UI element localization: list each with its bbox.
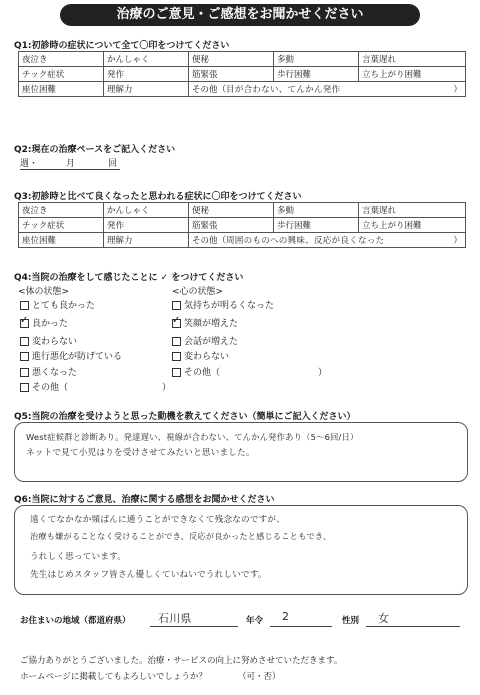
q1-cell[interactable]: 理解力	[104, 82, 189, 97]
q4-body-item[interactable]: ✓良かった	[20, 316, 68, 329]
q4-body-item[interactable]: とても良かった	[20, 298, 95, 311]
checkbox-icon	[20, 368, 29, 377]
q2-week: 週・	[20, 159, 39, 169]
q3-cell[interactable]: 発作	[104, 218, 189, 233]
q4-mind-item[interactable]: ✓笑顔が増えた	[172, 316, 238, 329]
q3-cell[interactable]: 筋緊張	[189, 218, 274, 233]
q6-answer-line: 遠くてなかなか頻ぱんに通うことができなくて残念なのですが、	[30, 515, 286, 525]
q1-cell[interactable]: 便秘	[189, 52, 274, 67]
sex-label: 性別	[342, 616, 360, 626]
q3-cell[interactable]: 歩行困難	[274, 218, 359, 233]
age-value: 2	[282, 610, 290, 623]
sex-value: 女	[378, 612, 390, 625]
q4-body-item[interactable]: 進行悪化が防げている	[20, 349, 122, 362]
q5-answer-line: West症候群と診断あり。発達遅い、視線が合わない、てんかん発作あり（5〜6回/日）	[26, 432, 359, 442]
q1-other-label: その他（	[192, 85, 227, 95]
q4-heading: Q4:当院の治療をして感じたことに ✓ をつけてください	[14, 273, 244, 283]
q1-cell[interactable]: チック症状	[19, 67, 104, 82]
q1-cell[interactable]: 歩行困難	[274, 67, 359, 82]
q3-close-paren: ）	[453, 236, 462, 246]
checkbox-icon	[172, 352, 181, 361]
q6-answer-line: 先生はじめスタッフ皆さん優しくていねいでうれしいです。	[30, 570, 267, 580]
q1-cell[interactable]: 夜泣き	[19, 52, 104, 67]
q3-cell[interactable]: 便秘	[189, 203, 274, 218]
checkbox-icon	[172, 337, 181, 346]
q1-cell[interactable]: かんしゃく	[104, 52, 189, 67]
q4-body-item[interactable]: 変わらない	[20, 334, 77, 347]
q1-cell[interactable]: 立ち上がり困難	[359, 67, 466, 82]
permission-choice[interactable]: （可・否）	[238, 672, 281, 682]
q2-times: 回	[108, 159, 118, 169]
q3-other-label: その他（	[192, 236, 227, 246]
q1-other-cell[interactable]	[189, 82, 466, 97]
q4-mind-item[interactable]: 気持ちが明るくなった	[172, 298, 274, 311]
q4-body-title: <体の状態>	[18, 287, 70, 297]
q4-mind-title: <心の状態>	[172, 287, 224, 297]
q5-heading: Q5:当院の治療を受けようと思った動機を教えてください（簡単にご記入ください）	[14, 412, 356, 422]
age-label: 年令	[246, 616, 264, 626]
q4-mind-close-paren: ）	[318, 368, 328, 378]
q1-cell[interactable]: 座位困難	[19, 82, 104, 97]
checkbox-checked-icon	[172, 319, 181, 328]
q3-cell[interactable]: チック症状	[19, 218, 104, 233]
q6-answer-line: 治療も嫌がることなく受けることができ、反応が良かったと感じることもでき、	[30, 531, 332, 541]
checkbox-icon	[20, 352, 29, 361]
q3-other-cell[interactable]	[189, 233, 466, 248]
q3-heading: Q3:初診時と比べて良くなったと思われる症状に〇印をつけてください	[14, 192, 302, 202]
q3-cell[interactable]: かんしゃく	[104, 203, 189, 218]
q3-cell[interactable]: 理解力	[104, 233, 189, 248]
checkbox-icon	[172, 301, 181, 310]
q6-heading: Q6:当院に対するご意見、治療に関する感想をお聞かせください	[14, 495, 275, 505]
q4-mind-item[interactable]: 会話が増えた	[172, 334, 238, 347]
q3-table	[18, 202, 466, 248]
q2-heading: Q2:現在の治療ペースをご記入ください	[14, 145, 176, 155]
checkbox-icon	[20, 337, 29, 346]
checkbox-checked-icon	[20, 319, 29, 328]
thanks-text: ご協力ありがとうございました。治療・サービスの向上に努めさせていただきます。	[20, 656, 343, 666]
q4-mind-item[interactable]: その他（	[172, 365, 220, 378]
permission-question: ホームページに掲載してもよろしいでしょうか？	[20, 672, 207, 682]
q2-pace-field[interactable]	[20, 156, 120, 170]
age-field[interactable]	[270, 626, 332, 627]
q1-other-answer: 目が合わない、てんかん発作	[226, 85, 341, 95]
q4-body-item[interactable]: 悪くなった	[20, 365, 77, 378]
sex-field[interactable]	[366, 626, 460, 627]
checkbox-icon	[20, 301, 29, 310]
q3-cell[interactable]: 言葉遅れ	[359, 203, 466, 218]
q3-cell[interactable]: 夜泣き	[19, 203, 104, 218]
region-value: 石川県	[158, 612, 192, 625]
q3-cell[interactable]: 多動	[274, 203, 359, 218]
checkbox-icon	[20, 383, 29, 392]
region-field[interactable]	[150, 626, 238, 627]
q3-cell[interactable]: 座位困難	[19, 233, 104, 248]
q1-cell[interactable]: 多動	[274, 52, 359, 67]
q1-cell[interactable]: 発作	[104, 67, 189, 82]
q6-answer-line: うれしく思っています。	[30, 552, 127, 562]
page-title: 治療のご意見・ご感想をお聞かせください	[60, 4, 420, 26]
checkbox-icon	[172, 368, 181, 377]
q4-body-item[interactable]: その他（	[20, 380, 68, 393]
region-label: お住まいの地域（都道府県）	[20, 616, 131, 626]
q3-cell[interactable]: 立ち上がり困難	[359, 218, 466, 233]
q2-month: 月	[66, 159, 76, 169]
q4-body-close-paren: ）	[162, 383, 172, 393]
q5-answer-line: ネットで見て小児はりを受けさせてみたいと思いました。	[26, 448, 255, 458]
q1-cell[interactable]: 言葉遅れ	[359, 52, 466, 67]
q1-close-paren: ）	[453, 85, 462, 95]
q4-mind-item[interactable]: 変わらない	[172, 349, 229, 362]
q3-other-answer: 周囲のものへの興味、反応が良くなった	[226, 236, 385, 246]
q1-cell[interactable]: 筋緊張	[189, 67, 274, 82]
q1-table	[18, 51, 466, 97]
q1-heading: Q1:初診時の症状について全て〇印をつけてください	[14, 41, 230, 51]
